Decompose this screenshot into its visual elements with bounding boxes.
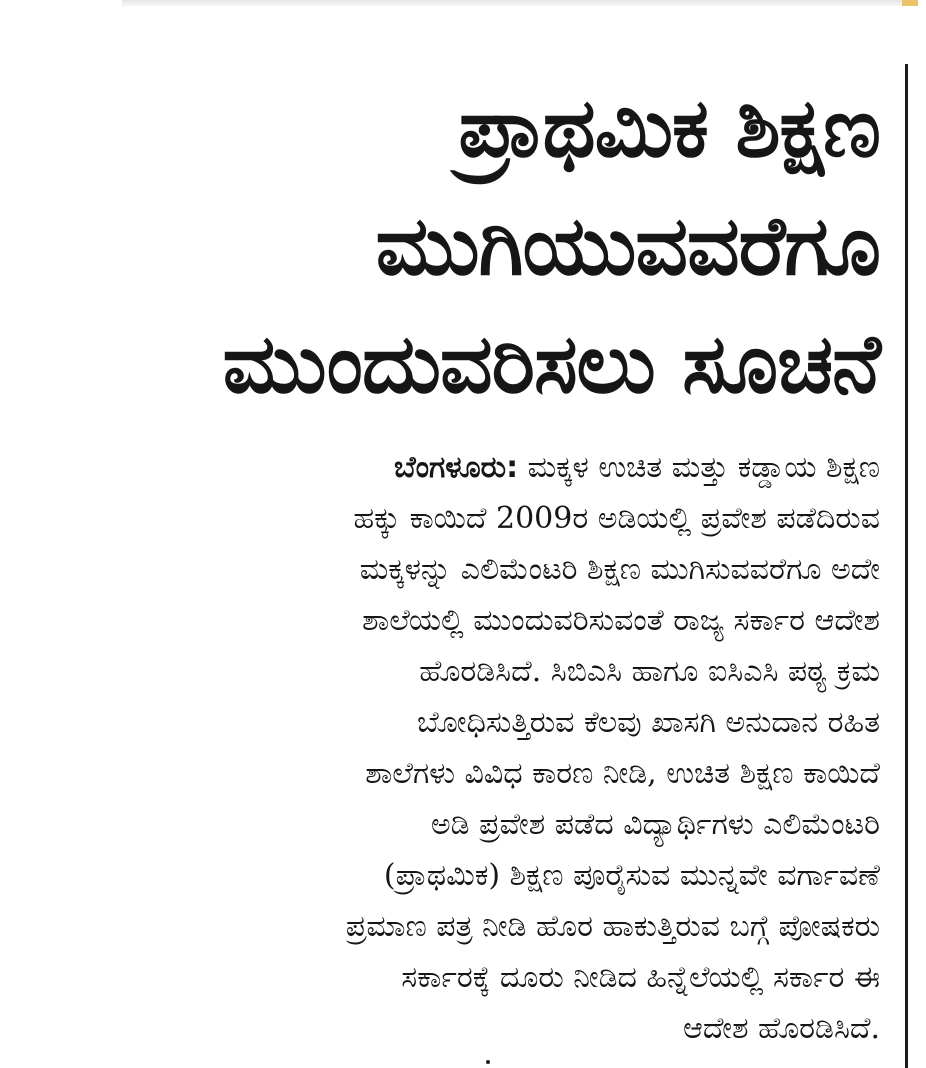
headline-line-2: ಮುಗಿಯುವವರೆಗೂ: [375, 199, 880, 294]
body-line: ಶಾಲೆಗಳು ವಿವಿಧ ಕಾರಣ ನೀಡಿ, ಉಚಿತ ಶಿಕ್ಷಣ ಕಾಯಿದೆ: [365, 756, 880, 791]
top-rule-accent: [902, 0, 918, 6]
body-line: ಶಾಲೆಯಲ್ಲಿ ಮುಂದುವರಿಸುವಂತೆ ರಾಜ್ಯ ಸರ್ಕಾರ ಆದೇಶ: [362, 603, 880, 638]
body-line: ಸರ್ಕಾರಕ್ಕೆ ದೂರು ನೀಡಿದ ಹಿನ್ನೆಲೆಯಲ್ಲಿ ಸರ್ಕಾರ ಈ: [401, 960, 880, 995]
headline: [120, 70, 880, 424]
body-line-1-text: ಮಕ್ಕಳ ಉಚಿತ ಮತ್ತು ಕಡ್ಡಾಯ ಶಿಕ್ಷಣ: [518, 450, 880, 485]
headline-line-3: ಮುಂದುವರಿಸಲು ಸೂಚನೆ: [222, 317, 880, 412]
body-line: [120, 442, 880, 493]
body-line: ಅಡಿ ಪ್ರವೇಶ ಪಡೆದ ವಿದ್ಯಾರ್ಥಿಗಳು ಎಲಿಮೆಂಟರಿ: [430, 807, 880, 842]
article: [120, 70, 880, 1054]
dateline: ಬೆಂಗಳೂರು:: [394, 450, 519, 485]
article-body: [120, 442, 880, 1054]
top-rule: [122, 0, 918, 6]
body-line: ಬೋಧಿಸುತ್ತಿರುವ ಕೆಲವು ಖಾಸಗಿ ಅನುದಾನ ರಹಿತ: [416, 705, 880, 740]
body-line: ಆದೇಶ ಹೊರಡಿಸಿದೆ.: [683, 1011, 880, 1046]
body-line: ಹಕ್ಕು ಕಾಯಿದೆ 2009ರ ಅಡಿಯಲ್ಲಿ ಪ್ರವೇಶ ಪಡೆದಿರುವ: [353, 501, 880, 536]
headline-line-1: ಪ್ರಾಥಮಿಕ ಶಿಕ್ಷಣ: [458, 81, 880, 176]
body-line: ಮಕ್ಕಳನ್ನು ಎಲಿಮೆಂಟರಿ ಶಿಕ್ಷಣ ಮುಗಿಸುವವರೆಗೂ ಅದೇ: [359, 552, 880, 587]
column-divider: [905, 64, 908, 1068]
body-line: ಹೊರಡಿಸಿದೆ. ಸಿಬಿಎಸಿ ಹಾಗೂ ಐಸಿಎಸಿ ಪಠ್ಯ ಕ್ರಮ: [419, 654, 880, 689]
body-line: ಪ್ರಮಾಣ ಪತ್ರ ನೀಡಿ ಹೊರ ಹಾಕುತ್ತಿರುವ ಬಗ್ಗೆ ಪೋಷಕರು: [345, 909, 880, 944]
body-line: (ಪ್ರಾಥಮಿಕ) ಶಿಕ್ಷಣ ಪೂರೈಸುವ ಮುನ್ನವೇ ವರ್ಗಾವಣೆ: [383, 858, 880, 893]
bottom-mark: [486, 1060, 490, 1064]
